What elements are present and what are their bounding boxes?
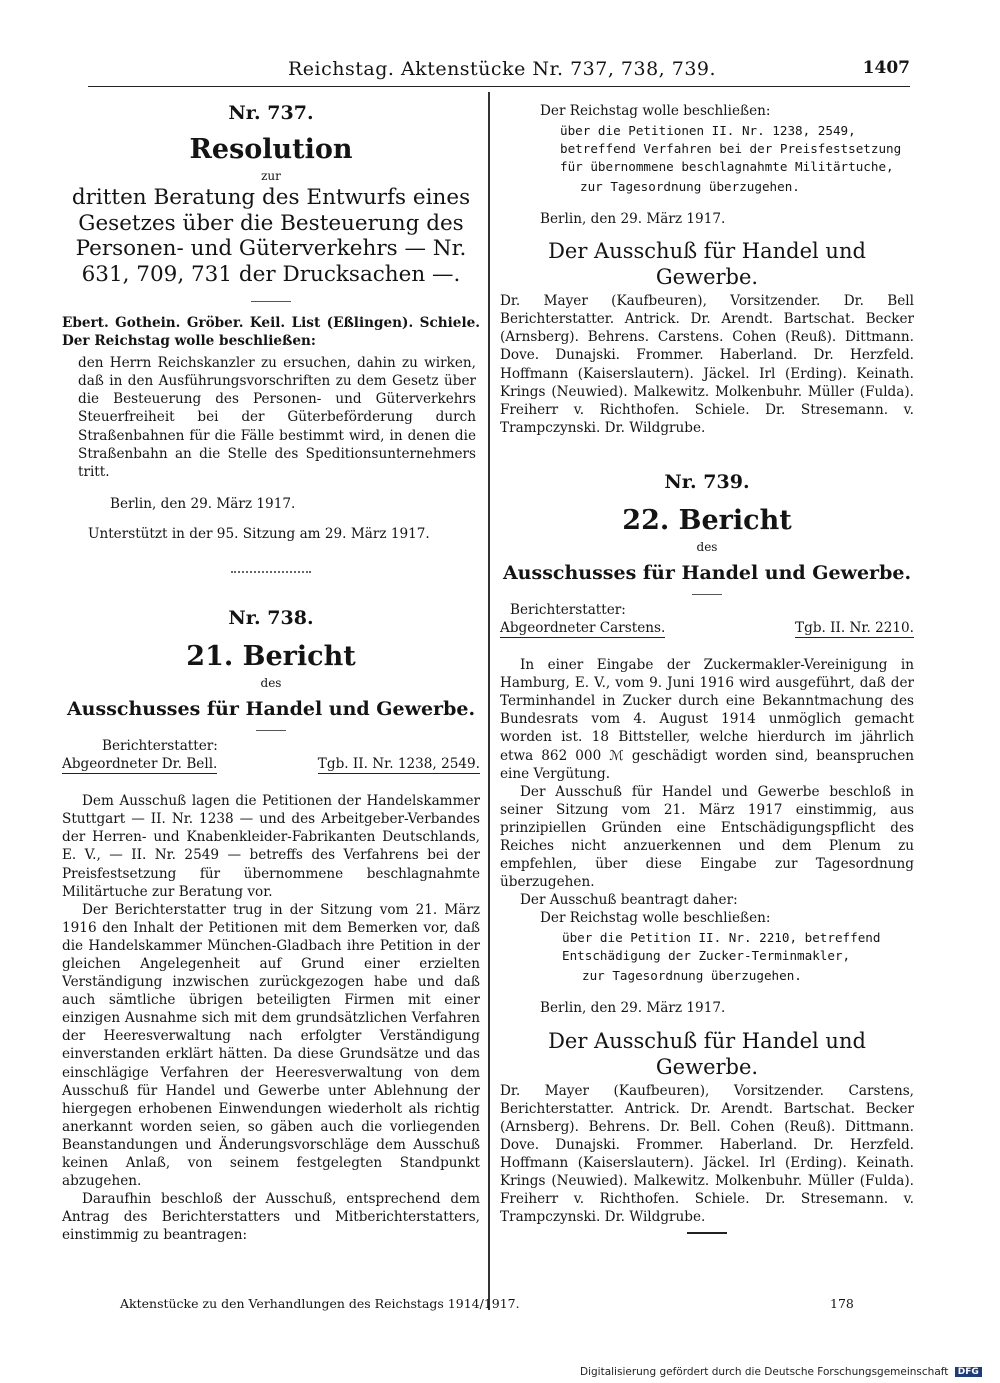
doc-title-738: 21. Bericht: [186, 641, 356, 673]
subject-737: dritten Beratung des Entwurfs eines Gesetzes über die Besteuerung des Personen- und Güterverkehrs — Nr. 631, 709, 731 der Drucksachen —.: [71, 185, 471, 287]
des-label-738: des: [260, 676, 282, 691]
short-rule: [256, 730, 286, 731]
right-column: [500, 96, 914, 1234]
members-738: Dr. Mayer (Kaufbeuren), Vorsitzender. Dr. Bell Berichterstatter. Antrick. Dr. Arendt. Bartschat. Becker (Arnsberg). Behrens. Carstens. Cohen (Reuß). Dittmann. Dove. Dunajski. Frommer. Haberland. Dr. Herzfeld. Hoffmann (Kaiserslautern). Jäckel. Irl (Erding). Keinath. Krings (Neuwied). Malkewitz. Molkenbuhr. Müller (Fulda). Freiherr v. Richthofen. Schiele. Dr. Stresemann. v. Trampczynski. Dr. Wildgrube.: [500, 293, 914, 436]
reporter-738: Abgeordneter Dr. Bell.: [62, 756, 218, 773]
motion-names-737: Ebert. Gothein. Gröber. Keil. List (Eßlingen). Schiele. Der Reichstag wolle beschließen:: [62, 315, 480, 350]
members-739: Dr. Mayer (Kaufbeuren), Vorsitzender. Carstens, Berichterstatter. Antrick. Dr. Arendt. Bartschat. Becker (Arnsberg). Behrens. Dr. Bell. Cohen (Reuß). Dittmann. Dove. Dunajski. Frommer. Haberland. Dr. Herzfeld. Hoffmann (Kaiserslautern). Jäckel. Irl (Erding). Keinath. Krings (Neuwied). Malkewitz. Molkenbuhr. Müller (Fulda). Freiherr v. Richthofen. Schiele. Dr. Stresemann. v. Trampczynski. Dr. Wildgrube.: [500, 1082, 914, 1226]
page-number: 1407: [862, 58, 910, 78]
resolution-end-739: zur Tagesordnung überzugehen.: [582, 968, 802, 984]
committee-738: Ausschusses für Handel und Gewerbe.: [66, 698, 476, 721]
signature-739: Der Ausschuß für Handel und Gewerbe.: [548, 1028, 866, 1079]
short-rule: [251, 301, 291, 302]
paragraph-739-2: Der Ausschuß für Handel und Gewerbe beschloß in seiner Sitzung vom 21. März 1917 einstimmig, aus prinzipiellen Gründen eine Entschädigungspflicht des Reiches nicht anzuerkennen und dem Plenum zu empfehlen, über diese Eingabe zur Tagesordnung überzugehen.: [500, 783, 914, 891]
reporter-label-738: Berichterstatter:: [102, 738, 218, 755]
doc-title-737: Resolution: [189, 134, 353, 165]
left-column: [62, 96, 480, 1244]
doc-number-738: Nr. 738.: [228, 607, 314, 630]
doc-title-739: 22. Bericht: [622, 504, 792, 536]
sheet-number: 178: [830, 1296, 854, 1311]
doc-number-739: Nr. 739.: [664, 470, 750, 493]
motion-body-737: den Herrn Reichskanzler zu ersuchen, dahin zu wirken, daß in den Ausführungsvorschriften zu dem Gesetz über die Besteuerung des Personen- und Güterverkehrs Steuerfreiheit bei der Güterbeförderung durch Straßenbahnen für die Fälle bestimmt wird, in denen die Straßenbahn an die Stelle des Speditionsunternehmers tritt.: [78, 355, 476, 480]
paragraph-738-1: Dem Ausschuß lagen die Petitionen der Handelskammer Stuttgart — II. Nr. 1238 — und des Arbeitgeber-Verbandes der Herren- und Knabenkleider-Fabrikanten Deutschlands, E. V., — II. Nr. 2549 — betreffs des Verfahrens bei der Preisfestsetzung für übernommene beschlagnahmte Militärtuche zur Beratung vor.: [62, 793, 480, 900]
end-rule: [687, 1232, 727, 1234]
funding-note: [580, 1366, 982, 1378]
funding-text: Digitalisierung gefördert durch die Deutsche Forschungsgemeinschaft: [580, 1366, 949, 1378]
committee-739: Ausschusses für Handel und Gewerbe.: [502, 561, 912, 584]
resolution-body-738: über die Petitionen II. Nr. 1238, 2549, betreffend Verfahren bei der Preisfestsetzung für übernommene beschlagnahmte Militärtuche,: [560, 123, 902, 175]
reporter-label-739: Berichterstatter:: [510, 601, 626, 618]
resolution-intro-738: Der Reichstag wolle beschließen:: [540, 103, 771, 119]
resolution-end-738: zur Tagesordnung überzugehen.: [580, 179, 800, 195]
resolution-intro-739: Der Reichstag wolle beschließen:: [540, 910, 771, 927]
dfg-logo: DFG: [955, 1367, 982, 1377]
paragraph-738-2: Der Berichterstatter trug in der Sitzung vom 21. März 1916 den Inhalt der Petitionen mit dem Bemerken vor, daß die Handelskammer München-Gladbach ihre Petition in der gleichen Angelegenheit auf Grund einer erzielten Verständigung inzwischen zurückgezogen habe und daß auch sämtliche übrigen beteiligten Firmen mit einer einzigen Ausnahme sich mit dem grundsätzlichen Verfahren der Heeresverwaltung nach erfolgter Verständigung einverstanden erklärt hätten. Da diese Grundsätze und das einschlägige Verfahren der Heeresverwaltung von dem Ausschuß für Handel und Gewerbe unter Ablehnung der hiergegen erhobenen Einwendungen wiederholt als richtig anerkannt worden seien, so gäben auch die vorliegenden Beanstandungen und Änderungsvorschläge dem Ausschuß keinen Anlaß, von seinem festgelegten Standpunkt abzugehen.: [62, 901, 480, 1190]
signature-738: Der Ausschuß für Handel und Gewerbe.: [548, 239, 866, 290]
print-footer: Aktenstücke zu den Verhandlungen des Reichstags 1914/1917.: [120, 1296, 520, 1311]
short-rule: [692, 594, 722, 595]
reporter-row-738: [62, 755, 480, 774]
tgb-739: Tgb. II. Nr. 2210.: [795, 620, 914, 637]
date-738: Berlin, den 29. März 1917.: [540, 211, 726, 228]
doc-number-737: Nr. 737.: [228, 102, 314, 124]
section-separator: [231, 571, 311, 573]
running-head-title: Reichstag. Aktenstücke Nr. 737, 738, 739.: [288, 58, 717, 80]
reporter-row-739: [500, 619, 914, 638]
des-label-739: des: [696, 539, 718, 554]
date-737: Berlin, den 29. März 1917.: [110, 495, 296, 512]
support-737: Unterstützt in der 95. Sitzung am 29. März 1917.: [88, 525, 430, 542]
running-head: [88, 58, 910, 87]
date-739: Berlin, den 29. März 1917.: [540, 1000, 726, 1017]
tgb-738: Tgb. II. Nr. 1238, 2549.: [317, 756, 480, 773]
reporter-739: Abgeordneter Carstens.: [500, 620, 666, 637]
paragraph-739-3: Der Ausschuß beantragt daher:: [520, 892, 738, 909]
paragraph-738-3: Daraufhin beschloß der Ausschuß, entsprechend dem Antrag des Berichterstatters und Mitberichterstatters, einstimmig zu beantragen:: [62, 1191, 480, 1244]
paragraph-739-1: In einer Eingabe der Zuckermakler-Vereinigung in Hamburg, E. V., vom 9. Juni 1916 wird ausgeführt, daß der Terminhandel in Zucker durch eine Bekanntmachung des Bundesrats vom 4. August 1914 unmöglich gemacht worden ist. 18 Bittsteller, welche hierdurch im jährlich etwa 862 000 ℳ geschädigt worden sind, beanspruchen eine Vergütung.: [500, 657, 914, 782]
zur-label: zur: [261, 169, 281, 183]
resolution-body-739: über die Petition II. Nr. 2210, betreffend Entschädigung der Zucker-Terminmakler,: [562, 930, 881, 964]
column-divider: [488, 92, 490, 1310]
